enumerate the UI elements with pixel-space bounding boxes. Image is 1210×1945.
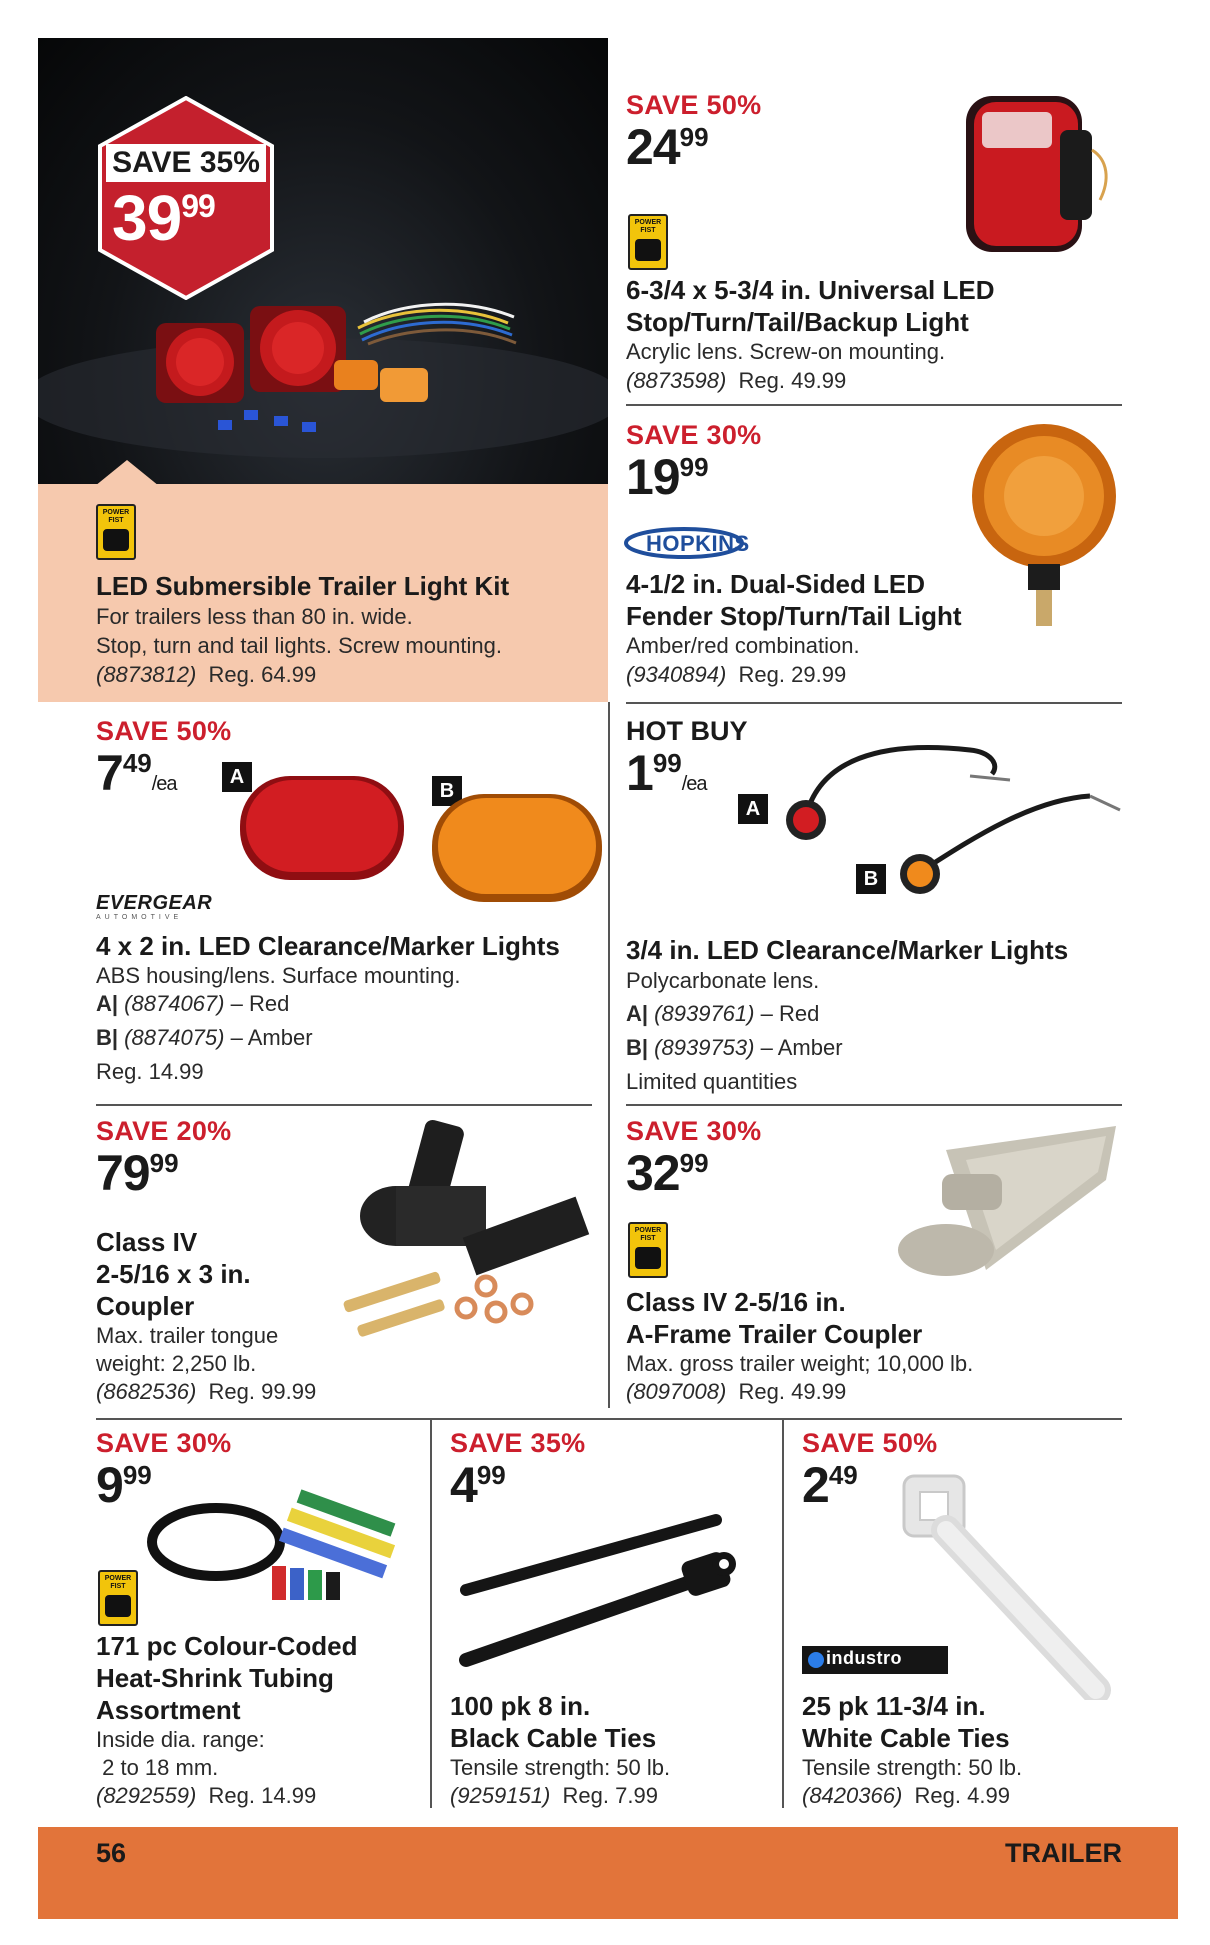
- fist-icon: [635, 239, 661, 261]
- p9-desc: Tensile strength: 50 lb.: [802, 1755, 1023, 1780]
- p3-variant-a-sku: (8874067): [124, 991, 225, 1016]
- p6-desc: Max. gross trailer weight; 10,000 lb.: [626, 1351, 974, 1376]
- p4-variant-a-sku: (8939761): [654, 1001, 755, 1026]
- p5-price-whole: 79: [96, 1145, 150, 1201]
- stop-turn-tail-light-image: [960, 90, 1120, 260]
- p6-reg-price: Reg. 49.99: [738, 1379, 847, 1404]
- power-fist-logo: [628, 214, 668, 270]
- p4-desc: Polycarbonate lens.: [626, 968, 820, 993]
- p3-variant-a-color: – Red: [230, 991, 290, 1016]
- column-divider: [430, 1418, 432, 1808]
- hero-price-whole: 39: [112, 182, 182, 254]
- p9-price: [802, 1457, 858, 1513]
- p1-save: SAVE 50%: [626, 90, 762, 120]
- tag-a: A: [738, 794, 768, 824]
- p3-price-cents: 49: [122, 748, 152, 778]
- hero-reg-price: Reg. 64.99: [208, 662, 317, 687]
- p5-desc-2: weight: 2,250 lb.: [96, 1351, 257, 1376]
- p3-price-whole: 7: [96, 745, 123, 801]
- hero-save-label: SAVE 35%: [112, 146, 260, 179]
- p5-desc-1: Max. trailer tongue: [96, 1323, 279, 1348]
- p3-save: SAVE 50%: [96, 716, 232, 746]
- p3-variant-b-sku: (8874075): [124, 1025, 225, 1050]
- p1-price: [626, 119, 709, 175]
- p2-desc: Amber/red combination.: [626, 633, 860, 658]
- power-fist-logo-text: POWER FIST: [104, 1575, 132, 1590]
- p7-name-3: Assortment: [96, 1695, 241, 1725]
- p4-variant-b: [626, 1034, 843, 1062]
- p1-desc: Acrylic lens. Screw-on mounting.: [626, 339, 946, 364]
- hopkins-logo-text: HOPKINS: [646, 531, 750, 556]
- p5-name-3: Coupler: [96, 1291, 195, 1321]
- p7-price-cents: 99: [122, 1460, 152, 1490]
- p9-price-cents: 49: [828, 1460, 858, 1490]
- p4-price: [626, 745, 707, 801]
- p1-reg-price: Reg. 49.99: [738, 368, 847, 393]
- p7-name-2: Heat-Shrink Tubing: [96, 1663, 334, 1693]
- p2-price-whole: 19: [626, 449, 680, 505]
- power-fist-logo-text: POWER FIST: [102, 509, 130, 524]
- p4-variant-b-sku: (8939753): [654, 1035, 755, 1060]
- power-fist-logo-text: POWER FIST: [634, 1227, 662, 1242]
- p5-sku: (8682536): [96, 1379, 197, 1404]
- p7-name-1: 171 pc Colour-Coded: [96, 1631, 358, 1661]
- power-fist-logo-text: POWER FIST: [634, 219, 662, 234]
- divider: [626, 1104, 1122, 1106]
- p4-variant-a-label: A|: [626, 1001, 649, 1026]
- p2-sku: (9340894): [626, 662, 727, 687]
- p3-desc: ABS housing/lens. Surface mounting.: [96, 963, 461, 988]
- p3-variant-b: [96, 1024, 313, 1052]
- p6-name-2: A-Frame Trailer Coupler: [626, 1319, 923, 1349]
- p2-reg-price: Reg. 29.99: [738, 662, 847, 687]
- p5-name-1: Class IV: [96, 1227, 198, 1257]
- p9-sku: (8420366): [802, 1783, 903, 1808]
- p2-price-cents: 99: [679, 452, 709, 482]
- p5-price-cents: 99: [149, 1148, 179, 1178]
- divider: [626, 702, 1122, 704]
- tag-b: B: [432, 776, 462, 806]
- hero-desc-1: For trailers less than 80 in. wide.: [96, 604, 413, 629]
- round-marker-lights-image: [770, 740, 1130, 910]
- p8-save: SAVE 35%: [450, 1428, 586, 1458]
- p9-sku-line: [802, 1782, 1010, 1810]
- p5-reg-price: Reg. 99.99: [208, 1379, 317, 1404]
- p9-name-1: 25 pk 11-3/4 in.: [802, 1691, 986, 1721]
- section-title: TRAILER: [1005, 1838, 1122, 1868]
- p4-variant-b-label: B|: [626, 1035, 649, 1060]
- p9-reg-price: Reg. 4.99: [914, 1783, 1010, 1808]
- p5-sku-line: [96, 1378, 316, 1406]
- p8-desc: Tensile strength: 50 lb.: [450, 1755, 671, 1780]
- p1-price-cents: 99: [679, 122, 709, 152]
- divider: [96, 1418, 1122, 1420]
- a-frame-coupler-image: [886, 1120, 1126, 1280]
- hero-price: [112, 182, 215, 254]
- p4-price-per: /ea: [681, 773, 707, 795]
- evergear-logo: EVERGEAR: [96, 892, 213, 914]
- p3-variant-b-color: – Amber: [230, 1025, 313, 1050]
- p2-sku-line: [626, 661, 846, 689]
- p7-reg-price: Reg. 14.99: [208, 1783, 317, 1808]
- hero-panel-notch: [95, 460, 159, 486]
- p1-price-whole: 24: [626, 119, 680, 175]
- power-fist-logo: [628, 1222, 668, 1278]
- marker-lights-image: [236, 770, 616, 910]
- coupler-image: [336, 1116, 596, 1342]
- p9-save: SAVE 50%: [802, 1428, 938, 1458]
- p3-price-per: /ea: [151, 773, 177, 795]
- fist-icon: [105, 1595, 131, 1617]
- hero-product-name: LED Submersible Trailer Light Kit: [96, 571, 510, 601]
- p3-reg-price: Reg. 14.99: [96, 1059, 204, 1084]
- p6-name-1: Class IV 2-5/16 in.: [626, 1287, 846, 1317]
- p3-variant-a-label: A|: [96, 991, 119, 1016]
- hero-sku-line: [96, 661, 316, 689]
- p6-price-cents: 99: [679, 1148, 709, 1178]
- p8-name-1: 100 pk 8 in.: [450, 1691, 591, 1721]
- hero-desc-2: Stop, turn and tail lights. Screw mounting.: [96, 633, 502, 658]
- p8-sku-line: [450, 1782, 658, 1810]
- p1-sku: (8873598): [626, 368, 727, 393]
- p7-desc-2: 2 to 18 mm.: [96, 1755, 219, 1780]
- hero-price-cents: 99: [181, 188, 215, 224]
- p4-note: Limited quantities: [626, 1069, 798, 1094]
- fist-icon: [103, 529, 129, 551]
- tag-a: A: [222, 762, 252, 792]
- p4-variant-a-color: – Red: [760, 1001, 820, 1026]
- p3-variant-b-label: B|: [96, 1025, 119, 1050]
- evergear-logo-sub: AUTOMOTIVE: [96, 914, 183, 921]
- hero-sku: (8873812): [96, 662, 197, 687]
- p3-name: 4 x 2 in. LED Clearance/Marker Lights: [96, 931, 560, 961]
- fender-light-image: [960, 420, 1120, 650]
- p4-variant-b-color: – Amber: [760, 1035, 843, 1060]
- p6-save: SAVE 30%: [626, 1116, 762, 1146]
- p7-sku-line: [96, 1782, 316, 1810]
- p1-sku-line: [626, 367, 846, 395]
- fist-icon: [635, 1247, 661, 1269]
- p4-price-whole: 1: [626, 745, 653, 801]
- industro-logo-text: industro: [826, 1648, 902, 1668]
- p7-sku: (8292559): [96, 1783, 197, 1808]
- divider: [626, 404, 1122, 406]
- black-cable-ties-image: [456, 1500, 766, 1680]
- power-fist-logo: [96, 504, 136, 560]
- p8-price-whole: 4: [450, 1457, 477, 1513]
- p3-price: [96, 745, 177, 801]
- p7-price-whole: 9: [96, 1457, 123, 1513]
- p4-name: 3/4 in. LED Clearance/Marker Lights: [626, 935, 1069, 965]
- p5-name-2: 2-5/16 x 3 in.: [96, 1259, 251, 1289]
- p9-name-2: White Cable Ties: [802, 1723, 1010, 1753]
- p2-price: [626, 449, 709, 505]
- p6-sku-line: [626, 1378, 846, 1406]
- p3-variant-a: [96, 990, 289, 1018]
- p2-save: SAVE 30%: [626, 420, 762, 450]
- p4-price-cents: 99: [652, 748, 682, 778]
- p2-name-2: Fender Stop/Turn/Tail Light: [626, 601, 962, 631]
- p7-desc-1: Inside dia. range:: [96, 1727, 265, 1752]
- p6-sku: (8097008): [626, 1379, 727, 1404]
- divider: [96, 1104, 592, 1106]
- heat-shrink-tubing-image: [146, 1476, 416, 1606]
- p7-price: [96, 1457, 152, 1513]
- power-fist-logo: [98, 1570, 138, 1626]
- p8-name-2: Black Cable Ties: [450, 1723, 657, 1753]
- p1-name-2: Stop/Turn/Tail/Backup Light: [626, 307, 969, 337]
- tag-b: B: [856, 864, 886, 894]
- column-divider: [782, 1418, 784, 1808]
- p9-price-whole: 2: [802, 1457, 829, 1513]
- p5-save: SAVE 20%: [96, 1116, 232, 1146]
- p6-price: [626, 1145, 709, 1201]
- p4-variant-a: [626, 1000, 819, 1028]
- page-number: 56: [96, 1838, 127, 1868]
- p1-name-1: 6-3/4 x 5-3/4 in. Universal LED: [626, 275, 995, 305]
- p8-sku: (9259151): [450, 1783, 551, 1808]
- p2-name-1: 4-1/2 in. Dual-Sided LED: [626, 569, 926, 599]
- p5-price: [96, 1145, 179, 1201]
- p8-price-cents: 99: [476, 1460, 506, 1490]
- p6-price-whole: 32: [626, 1145, 680, 1201]
- p8-reg-price: Reg. 7.99: [562, 1783, 658, 1808]
- p7-save: SAVE 30%: [96, 1428, 232, 1458]
- p4-hot-buy: HOT BUY: [626, 716, 748, 746]
